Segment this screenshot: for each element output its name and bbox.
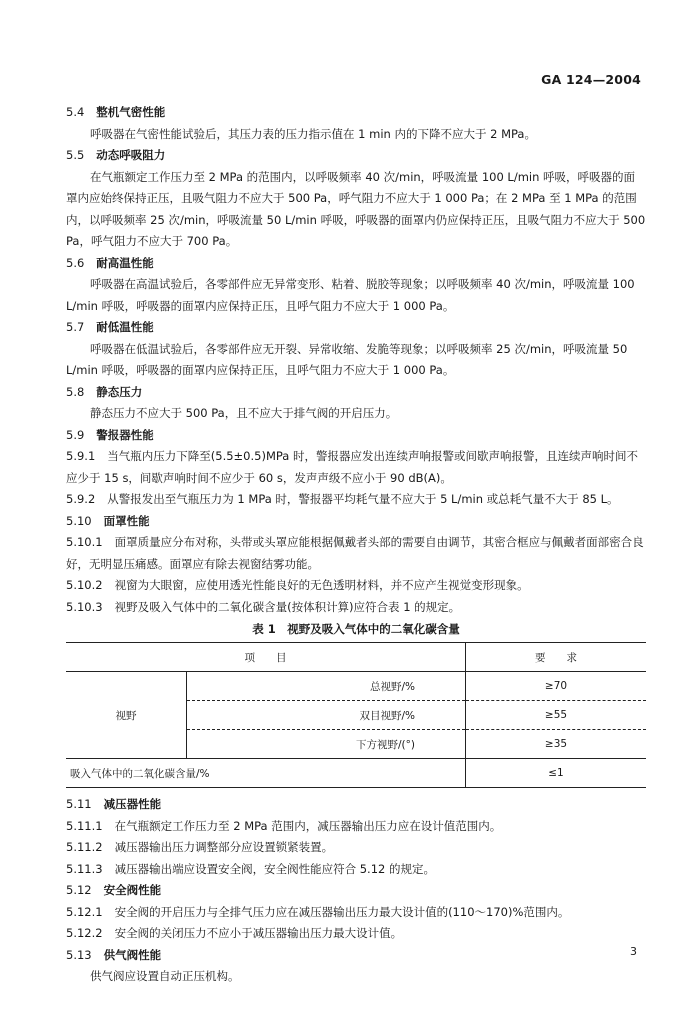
table-group-label: 视野	[66, 672, 187, 759]
section-heading-5-8: 5.8 静态压力	[66, 384, 143, 399]
section-body-5-6: 呼吸器在高温试验后，各零部件应无异常变形、粘着、脱胶等现象；以呼吸频率 40 次/min，呼吸流量 100 L/min 呼吸，呼吸器的面罩内应保持正压，且呼气阻力不应大于 1 000 Pa。	[66, 277, 635, 313]
clause-5-10-1: 5.10.1 面罩质量应分布对称，头带或头罩应能根据佩戴者头部的需要自由调节，其密合框应与佩戴者面部密合良好，无明显压痛感。面罩应有除去视窗结雾功能。	[66, 535, 644, 571]
section-body-5-4: 呼吸器在气密性能试验后，其压力表的压力指示值在 1 min 内的下降不应大于 2 MPa。	[90, 126, 536, 141]
standard-code: GA 124—2004	[541, 72, 641, 87]
clause-5-12-2: 5.12.2 安全阀的关闭压力不应小于减压器输出压力最大设计值。	[66, 926, 403, 940]
table-cell-item: 下方视野/(°)	[356, 738, 415, 751]
section-heading-5-7: 5.7 耐低温性能	[66, 320, 154, 334]
section-body-5-7: 呼吸器在低温试验后，各零部件应无开裂、异常收缩、发脆等现象；以呼吸频率 25 次/min，呼吸流量 50 L/min 呼吸，呼吸器的面罩内应保持正压，且呼气阻力不应大于 1 000 Pa。	[66, 341, 628, 377]
table-header-row	[66, 643, 646, 672]
section-body-5-5: 在气瓶额定工作压力至 2 MPa 的范围内，以呼吸频率 40 次/min，呼吸流量 100 L/min 呼吸，呼吸器的面罩内应始终保持正压，且吸气阻力不应大于 500 Pa，呼气阻力不应大于 1 000 Pa；在 2 MPa 至 1 MPa 的范围内，以呼吸频率 25 次/min，呼吸流量 50 L/min 呼吸，呼吸器的面罩内仍应保持正压，且吸气阻力不应大于 500 Pa，呼气阻力不应大于 700 Pa。	[66, 169, 646, 248]
section-heading-5-4: 5.4 整机气密性能	[66, 105, 166, 119]
table-row	[66, 759, 646, 788]
section-heading-5-13: 5.13 供气阀性能	[66, 947, 162, 962]
section-body-5-8: 静态压力不应大于 500 Pa，且不应大于排气阀的开启压力。	[90, 406, 398, 420]
table-row	[66, 672, 646, 701]
clause-5-9-1: 5.9.1 当气瓶内压力下降至(5.5±0.5)MPa 时，警报器应发出连续声响报警或间歇声响报警，且连续声响时间不应少于 15 s，间歇声响时间不应少于 60 s，发声声级不应小于 90 dB(A)。	[66, 449, 638, 485]
section-heading-5-5: 5.5 动态呼吸阻力	[66, 148, 166, 162]
table-cell-requirement: ≥55	[466, 701, 647, 730]
table-cell-requirement: ≥70	[466, 672, 647, 701]
table-cell-requirement: ≤1	[466, 759, 647, 788]
requirements-table	[66, 642, 646, 788]
clause-5-9-2: 5.9.2 从警报发出至气瓶压力为 1 MPa 时，警报器平均耗气量不应大于 5 L/min 或总耗气量不大于 85 L。	[66, 492, 619, 506]
clause-5-11-1: 5.11.1 在气瓶额定工作压力至 2 MPa 范围内，减压器输出压力应在设计值范围内。	[66, 818, 502, 833]
clause-5-11-3: 5.11.3 减压器输出端应设置安全阀，安全阀性能应符合 5.12 的规定。	[66, 861, 435, 876]
clause-5-10-3: 5.10.3 视野及吸入气体中的二氧化碳含量(按体积计算)应符合表 1 的规定。	[66, 599, 461, 614]
document-body	[66, 102, 646, 988]
table-cell-item: 总视野/%	[187, 672, 466, 701]
clause-5-10-2: 5.10.2 视窗为大眼窗，应使用透光性能良好的无色透明材料，并不应产生视觉变形现象。	[66, 578, 529, 592]
section-heading-5-10: 5.10 面罩性能	[66, 513, 150, 528]
section-heading-5-6: 5.6 耐高温性能	[66, 255, 154, 270]
table-cell-item: 双目视野/%	[187, 701, 466, 730]
section-heading-5-11: 5.11 减压器性能	[66, 797, 162, 811]
section-heading-5-12: 5.12 安全阀性能	[66, 883, 162, 897]
table-header-item: 项 目	[66, 643, 466, 672]
table-cell-requirement: ≥35	[466, 730, 647, 759]
page-number: 3	[630, 945, 637, 958]
clause-5-11-2: 5.11.2 减压器输出压力调整部分应设置锁紧装置。	[66, 840, 334, 854]
section-heading-5-9: 5.9 警报器性能	[66, 427, 154, 442]
clause-5-12-1: 5.12.1 安全阀的开启压力与全排气压力应在减压器输出压力最大设计值的(110～170)%范围内。	[66, 904, 570, 919]
table-cell-item: 吸入气体中的二氧化碳含量/%	[66, 759, 466, 788]
section-body-5-13: 供气阀应设置自动正压机构。	[90, 969, 240, 983]
table-header-requirement: 要 求	[466, 643, 647, 672]
table-caption: 表 1 视野及吸入气体中的二氧化碳含量	[252, 622, 460, 636]
